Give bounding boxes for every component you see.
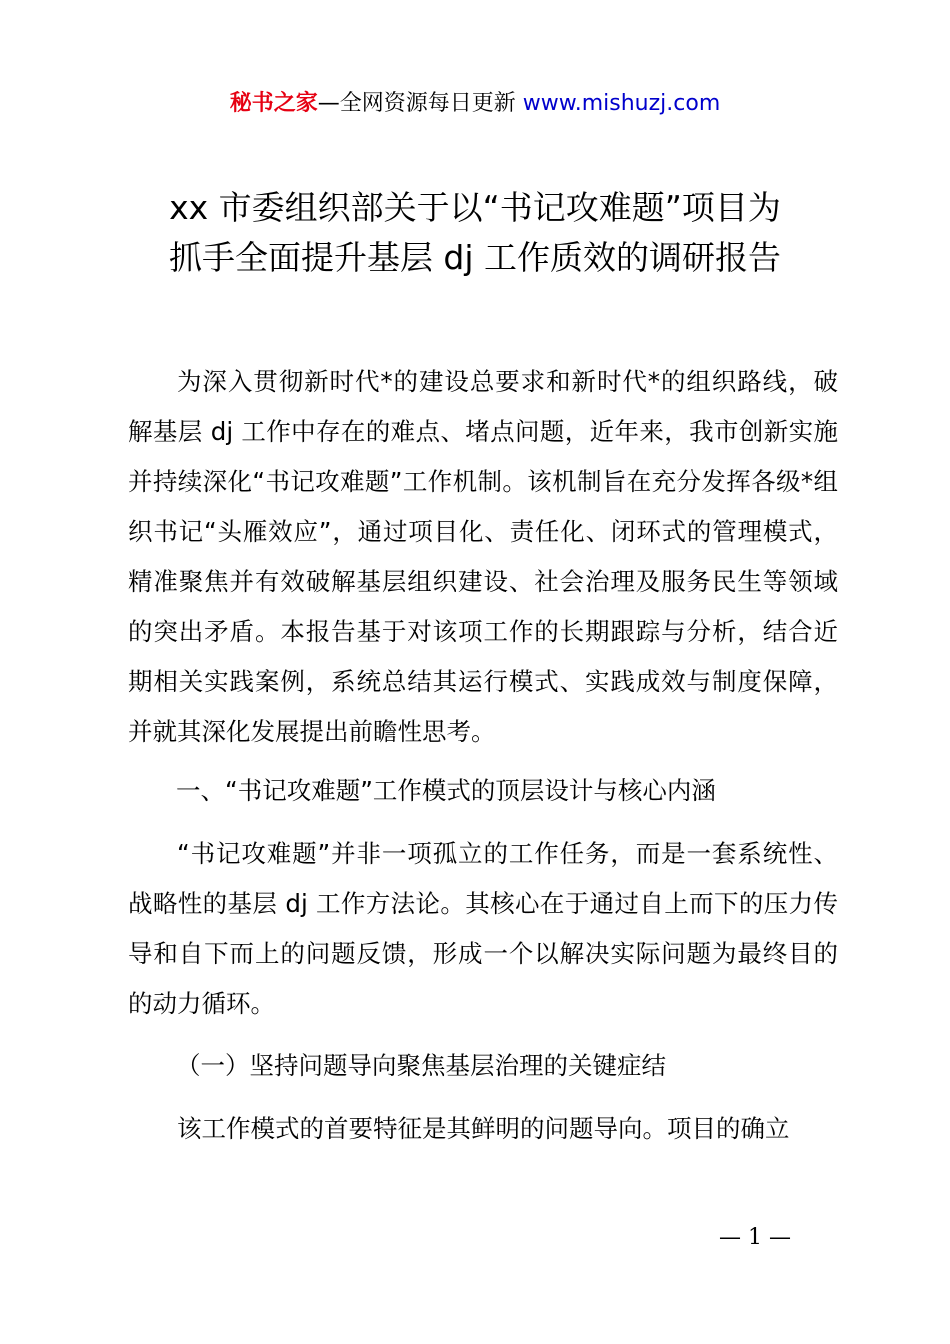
section-1-paragraph: “书记攻难题”并非一项孤立的工作任务，而是一套系统性、战略性的基层 dj 工作方法论。其核心在于通过自上而下的压力传导和自下而上的问题反馈，形成一个以解决实际问题为最终目的的动力循环。	[128, 839, 838, 1018]
site-header	[0, 88, 950, 120]
document-title	[0, 183, 950, 283]
header-tagline: —全网资源每日更新	[317, 91, 523, 116]
brand-name: 秘书之家	[229, 91, 318, 116]
title-line-1: xx 市委组织部关于以“书记攻难题”项目为	[169, 188, 781, 227]
page-number: — 1 —	[719, 1225, 791, 1250]
title-line-2: 抓手全面提升基层 dj 工作质效的调研报告	[168, 238, 782, 277]
subsection-heading-1: （一）坚持问题导向聚焦基层治理的关键症结	[176, 1051, 666, 1080]
subsection-1-paragraph: 该工作模式的首要特征是其鲜明的问题导向。项目的确立	[177, 1114, 790, 1143]
section-heading-1: 一、“书记攻难题”工作模式的顶层设计与核心内涵	[176, 776, 716, 805]
site-url[interactable]: www.mishuzj.com	[522, 91, 721, 116]
intro-paragraph: 为深入贯彻新时代*的建设总要求和新时代*的组织路线，破解基层 dj 工作中存在的难点、堵点问题，近年来，我市创新实施并持续深化“书记攻难题”工作机制。该机制旨在充分发挥各级*组织书记“头雁效应”，通过项目化、责任化、闭环式的管理模式，精准聚焦并有效破解基层组织建设、社会治理及服务民生等领域的突出矛盾。本报告基于对该项工作的长期跟踪与分析，结合近期相关实践案例，系统总结其运行模式、实践成效与制度保障，并就其深化发展提出前瞻性思考。	[128, 367, 838, 746]
